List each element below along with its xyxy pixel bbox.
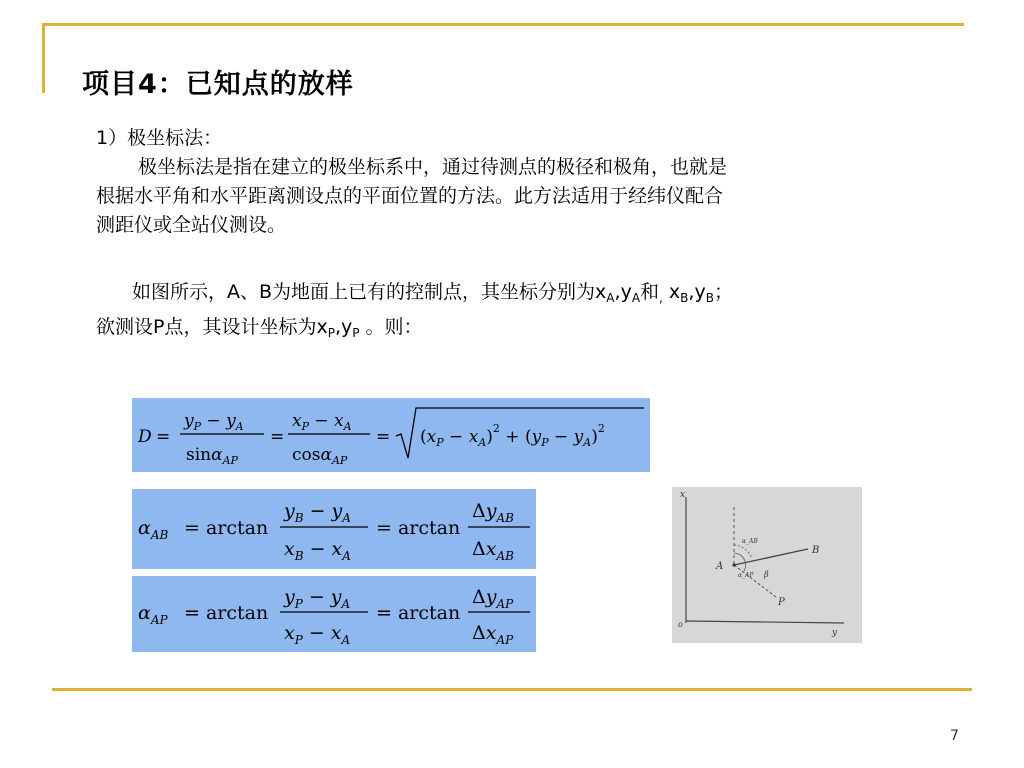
svg-text:(xP − xA)2 + (yP − yA)2: $(x_P - x_A)^2 + (y_P - y_A)^2$ [420, 422, 605, 449]
point-b-label: B [812, 545, 820, 556]
angle-beta-label: β [764, 570, 769, 579]
origin-label: o [678, 620, 683, 629]
axis-y-label: y [832, 628, 838, 638]
svg-text:=: = [270, 427, 285, 447]
svg-text:yP − yA: $y_P - y_A$ [284, 586, 351, 611]
line-ap [734, 565, 776, 597]
top-divider [42, 23, 964, 26]
svg-text:ΔxAB: $\Delta x_{AB}$ [472, 538, 514, 563]
svg-text:xP − xA: $x_P - x_A$ [292, 411, 352, 433]
angle-ab-label: α_AB [742, 538, 758, 545]
method-paragraph [96, 124, 944, 240]
svg-text:yB − yA: $y_B - y_A$ [284, 500, 351, 525]
svg-text:ΔyAP: $\Delta y_{AP}$ [472, 586, 514, 611]
point-a-mark [732, 563, 735, 566]
svg-text:xB − xA: $x_B - x_A$ [284, 538, 351, 563]
bottom-divider [52, 688, 972, 691]
example-line-2: 欲测设P点，其设计坐标为$x_P,y_P$ 。则： [96, 316, 423, 340]
svg-text:D: D [138, 427, 152, 447]
paragraph-line-3: 测距仪或全站仪测设。 [96, 214, 287, 236]
paragraph-line-1: 极坐标法是指在建立的极坐标系中，通过待测点的极径和极角，也就是 [138, 156, 728, 178]
svg-text:= arctan: = arctan [376, 517, 461, 539]
alpha-ap-formula [132, 576, 536, 652]
example-paragraph [96, 278, 944, 348]
point-a-label: A [716, 561, 724, 572]
polar-diagram [672, 487, 862, 643]
svg-text:=: = [376, 427, 391, 447]
alpha-ab-formula [132, 489, 536, 569]
svg-text:ΔyAB: $\Delta y_{AB}$ [472, 500, 514, 525]
svg-text:= arctan: = arctan [376, 602, 461, 624]
page-number: 7 [950, 728, 959, 744]
example-line-1: 如图所示，A、B为地面上已有的控制点，其坐标分别为$x_A,y_A$和$_,$ $x_B,y_B$； [132, 281, 733, 305]
svg-text:=: = [156, 427, 171, 447]
paragraph-line-2: 根据水平角和水平距离测设点的平面位置的方法。此方法适用于经纬仪配合 [96, 185, 724, 207]
svg-text:cosαAP: cosα$_{AP}$ [292, 445, 348, 467]
svg-text:sinαAP: sinα$_{AP}$ [186, 445, 238, 467]
svg-text:αAP: $\alpha_{AP}$ [138, 602, 168, 627]
distance-formula [132, 398, 650, 472]
slide-title: 项目4：已知点的放样 [82, 69, 354, 100]
svg-text:ΔxAP: $\Delta x_{AP}$ [472, 622, 514, 647]
svg-text:xP − xA: $x_P - x_A$ [284, 622, 351, 647]
section-heading: 1）极坐标法： [96, 127, 223, 149]
svg-text:yP − yA: $y_P - y_A$ [184, 411, 244, 433]
svg-text:= arctan: = arctan [184, 517, 269, 539]
svg-text:αAB: $\alpha_{AB}$ [138, 517, 169, 542]
y-axis-line [686, 621, 844, 623]
left-accent-bar [42, 23, 45, 93]
point-p-label: P [778, 597, 785, 608]
svg-text:= arctan: = arctan [184, 602, 269, 624]
angle-ap-label: α_AP [738, 572, 754, 579]
axis-x-label: x [680, 490, 686, 500]
